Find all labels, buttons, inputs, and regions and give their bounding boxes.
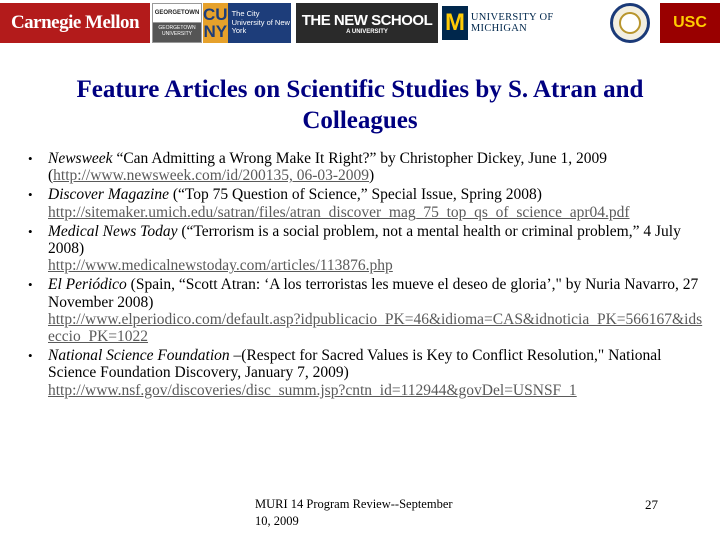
- publication-name: Newsweek: [48, 150, 113, 167]
- carnegie-mellon-logo-text: Carnegie Mellon: [10, 12, 140, 33]
- bullet-icon: •: [28, 348, 33, 364]
- bullet-icon: •: [28, 223, 33, 239]
- article-item: [24, 347, 704, 399]
- university-seal-logo: [604, 3, 656, 43]
- article-item: [24, 150, 704, 184]
- publication-name: National Science Foundation: [48, 347, 230, 365]
- publication-name: El Periódico: [48, 276, 127, 294]
- bullet-icon: •: [28, 187, 33, 203]
- new-school-logo-tagline: A UNIVERSITY: [346, 28, 388, 35]
- page-number: 27: [645, 497, 658, 512]
- article-list: [24, 150, 704, 401]
- michigan-block-m-icon: M: [442, 6, 468, 40]
- usc-logo-text: USC: [673, 14, 707, 31]
- georgetown-logo-bottom: GEORGETOWN UNIVERSITY: [153, 23, 201, 42]
- article-link[interactable]: http://www.elperiodico.com/default.asp?idpublicacio_PK=46&idioma=CAS&idnoticia_PK=566167&idseccio_PK=1022: [48, 310, 703, 346]
- article-link[interactable]: http://www.nsf.gov/discoveries/disc_summ.jsp?cntn_id=112944&govDel=USNSF_1: [48, 381, 577, 399]
- logo-banner: [0, 0, 720, 46]
- article-item: [24, 186, 704, 220]
- michigan-logo-name: UNIVERSITY OF MICHIGAN: [470, 12, 554, 34]
- article-description: (“Terrorism is a social problem, not a mental health or criminal problem,” 4 July 2008): [48, 222, 681, 258]
- carnegie-mellon-logo: [0, 3, 150, 43]
- georgetown-logo-top: GEORGETOWN: [153, 4, 201, 23]
- article-description-end: ): [369, 167, 375, 185]
- publication-name: Discover Magazine: [48, 186, 169, 204]
- new-school-logo: [296, 3, 438, 43]
- article-description: –(Respect for Sacred Values is Key to Conflict Resolution," National Science Foundation Discovery, January 7, 2009): [48, 347, 662, 382]
- article-link[interactable]: http://www.medicalnewstoday.com/articles/113876.php: [48, 257, 393, 275]
- article-link[interactable]: http://sitemaker.umich.edu/satran/files/atran_discover_mag_75_top_qs_of_science_apr04.pdf: [48, 203, 630, 221]
- slide-title: Feature Articles on Scientific Studies by S. Atran and Colleagues: [76, 76, 644, 134]
- article-description: “Can Admitting a Wrong Make It Right?” by Christopher Dickey, June 1, 2009 (: [48, 150, 608, 185]
- publication-name: Medical News Today: [48, 222, 178, 240]
- cuny-logo-text: The City University of New York: [231, 9, 290, 36]
- article-item: [24, 276, 704, 345]
- university-of-michigan-logo: [442, 3, 602, 43]
- seal-icon: [610, 3, 650, 43]
- article-description: (Spain, “Scott Atran: ‘A los terroristas les mueve el deseo de gloria’," by Nuria Navarro, 27 November 2008): [48, 276, 699, 311]
- article-description: (“Top 75 Question of Science,” Special Issue, Spring 2008): [168, 186, 542, 204]
- article-item: [24, 223, 704, 275]
- bullet-icon: •: [28, 277, 33, 293]
- bullet-icon: •: [28, 151, 33, 166]
- usc-logo: [660, 3, 720, 43]
- cuny-logo-mark: CU NY: [203, 5, 228, 41]
- article-link[interactable]: http://www.newsweek.com/id/200135, 06-03-2009: [53, 167, 370, 185]
- new-school-logo-name: THE NEW SCHOOL: [301, 11, 433, 29]
- footer-text: MURI 14 Program Review--September 10, 2009: [255, 497, 453, 528]
- cuny-logo: [203, 3, 291, 43]
- georgetown-logo: [152, 3, 202, 43]
